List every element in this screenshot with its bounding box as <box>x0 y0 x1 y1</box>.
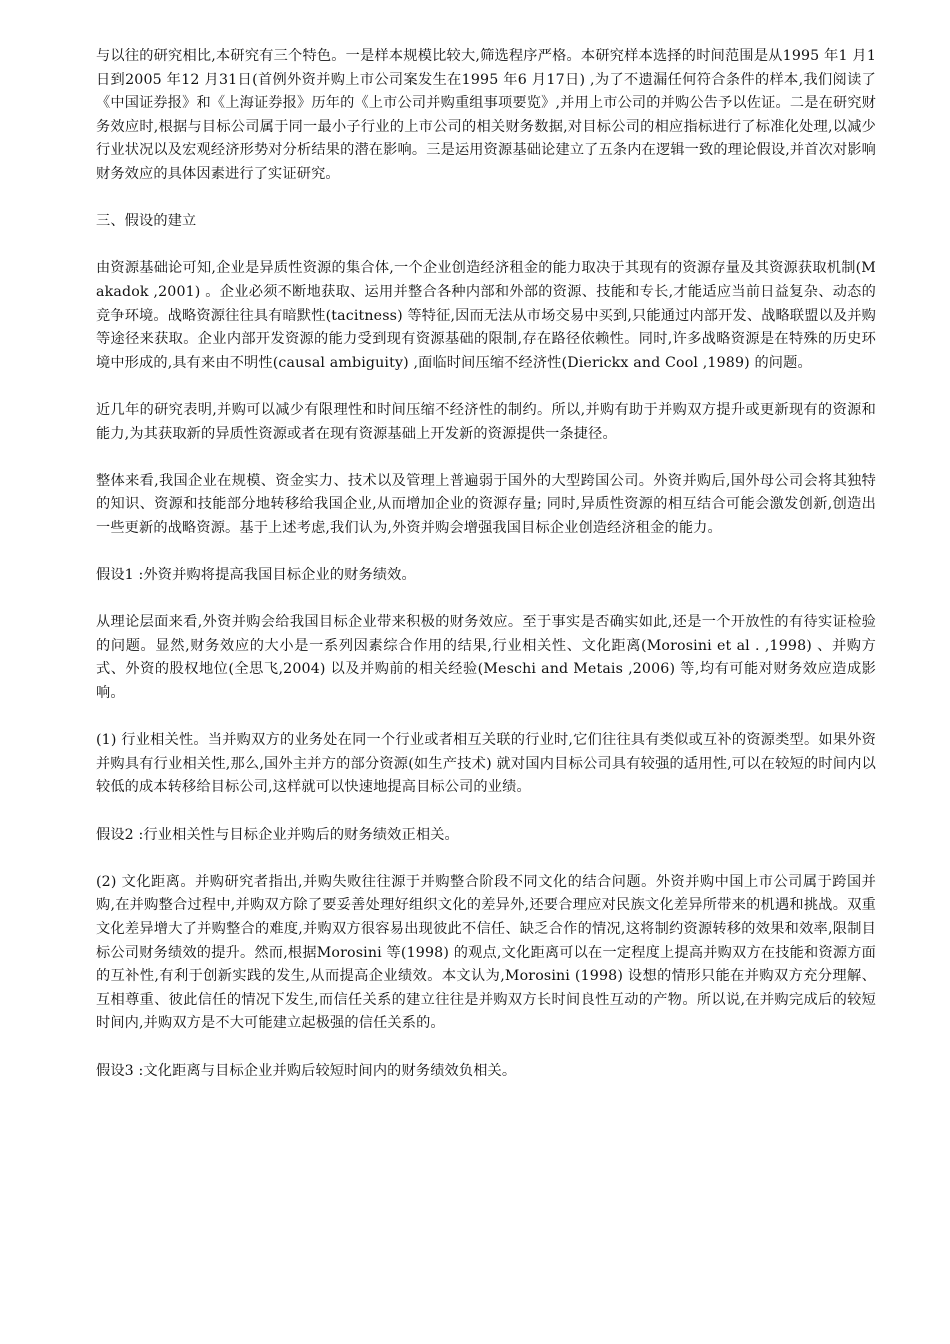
paragraph-theory: 从理论层面来看,外资并购会给我国目标企业带来积极的财务效应。至于事实是否确实如此,还是一个开放性的有待实证检验的问题。显然,财务效应的大小是一系列因素综合作用的结果,行业相关性、文化距离(Morosini et al . ,1998) 、并购方式、外资的股权地位(全思飞,2004) 以及并购前的相关经验(Meschi and Metais ,2006) 等,均有可能对财务效应造成影响。 <box>96 614 876 702</box>
hypothesis-1: 假设1 :外资并购将提高我国目标企业的财务绩效。 <box>96 567 416 584</box>
hypothesis-3: 假设3 :文化距离与目标企业并购后较短时间内的财务绩效负相关。 <box>96 1062 517 1079</box>
document-body <box>96 45 876 1107</box>
paragraph-cultural-distance: (2) 文化距离。并购研究者指出,并购失败往往源于并购整合阶段不同文化的结合问题。外资并购中国上市公司属于跨国并购,在并购整合过程中,并购双方除了要妥善处理好组织文化的差异外,还要合理应对民族文化差异所带来的机遇和挑战。双重文化差异增大了并购整合的难度,并购双方很容易出现彼此不信任、缺乏合作的情况,这将制约资源转移的效果和效率,限制目标公司财务绩效的提升。然而,根据Morosini 等(1998) 的观点,文化距离可以在一定程度上提高并购双方在技能和资源方面的互补性,有利于创新实践的发生,从而提高企业绩效。本文认为,Morosini (1998) 设想的情形只能在并购双方充分理解、互相尊重、彼此信任的情况下发生,而信任关系的建立往往是并购双方长时间良性互动的产物。所以说,在并购完成后的较短时间内,并购双方是不大可能建立起极强的信任关系的。 <box>96 873 876 1032</box>
paragraph-resource-based: 由资源基础论可知,企业是异质性资源的集合体,一个企业创造经济租金的能力取决于其现有的资源存量及其资源获取机制(Makadok ,2001) 。企业必须不断地获取、运用并整合各种内部和外部的资源、技能和专长,才能适应当前日益复杂、动态的竞争环境。战略资源往往具有暗默性(tacitness) 等特征,因而无法从市场交易中买到,只能通过内部开发、战略联盟以及并购等途径来获取。企业内部开发资源的能力受到现有资源基础的限制,存在路径依赖性。同时,许多战略资源是在特殊的历史环境中形成的,具有来由不明性(causal ambiguity) ,面临时间压缩不经济性(Dierickx and Cool ,1989) 的问题。 <box>96 260 876 371</box>
paragraph-features: 与以往的研究相比,本研究有三个特色。一是样本规模比较大,筛选程序严格。本研究样本选择的时间范围是从1995 年1 月1 日到2005 年12 月31日(首例外资并购上市公司案发生在1995 年6 月17日) ,为了不遗漏任何符合条件的样本,我们阅读了《中国证券报》和《上海证券报》历年的《上市公司并购重组事项要览》,并用上市公司的并购公告予以佐证。二是在研究财务效应时,根据与目标公司属于同一最小子行业的上市公司的相关财务数据,对目标公司的相应指标进行了标准化处理,以减少行业状况以及宏观经济形势对分析结果的潜在影响。三是运用资源基础论建立了五条内在逻辑一致的理论假设,并首次对影响财务效应的具体因素进行了实证研究。 <box>96 48 876 182</box>
paragraph-industry-relatedness: (1) 行业相关性。当并购双方的业务处在同一个行业或者相互关联的行业时,它们往往具有类似或互补的资源类型。如果外资并购具有行业相关性,那么,国外主并方的部分资源(如生产技术) 就对国内目标公司具有较强的适用性,可以在较短的时间内以较低的成本转移给目标公司,这样就可以快速地提高目标公司的业绩。 <box>96 732 876 796</box>
paragraph-recent-research: 近几年的研究表明,并购可以减少有限理性和时间压缩不经济性的制约。所以,并购有助于并购双方提升或更新现有的资源和能力,为其获取新的异质性资源或者在现有资源基础上开发新的资源提供一条捷径。 <box>96 401 876 442</box>
paragraph-overall: 整体来看,我国企业在规模、资金实力、技术以及管理上普遍弱于国外的大型跨国公司。外资并购后,国外母公司会将其独特的知识、资源和技能部分地转移给我国企业,从而增加企业的资源存量; 同时,异质性资源的相互结合可能会激发创新,创造出一些更新的战略资源。基于上述考虑,我们认为,外资并购会增强我国目标企业创造经济租金的能力。 <box>96 472 876 536</box>
hypothesis-2: 假设2 :行业相关性与目标企业并购后的财务绩效正相关。 <box>96 826 459 843</box>
section-heading: 三、假设的建立 <box>96 213 197 230</box>
